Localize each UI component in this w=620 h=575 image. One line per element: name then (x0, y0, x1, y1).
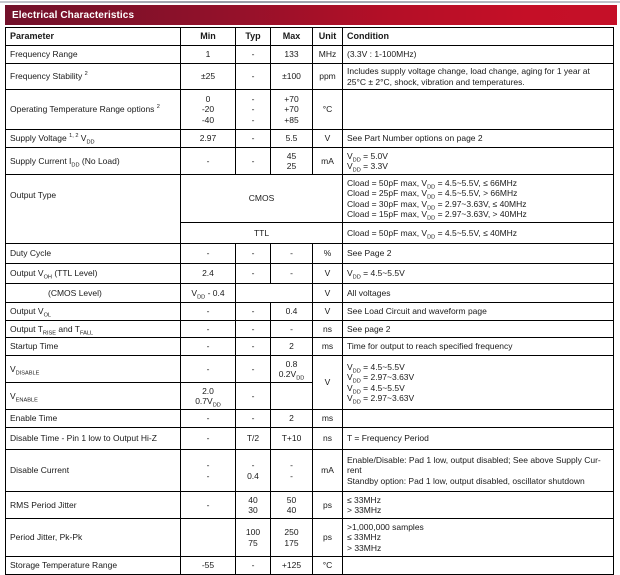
typ-cell: - (236, 338, 271, 356)
table-row (6, 264, 614, 284)
unit-cell: V (313, 264, 343, 284)
max-cell: 2 (271, 338, 313, 356)
min-cell: -55 (181, 557, 236, 575)
table-row (6, 356, 614, 383)
param-cell: Storage Temperature Range (6, 557, 181, 575)
min-cell: - (181, 410, 236, 428)
col-header-unit: Unit (313, 28, 343, 46)
unit-cell: % (313, 244, 343, 264)
table-row (6, 557, 614, 575)
condition-cell: Enable/Disable: Pad 1 low, output disabled; See above Supply Cur- rent Standby option: Pad 1 low, output disabled, oscillator shutdown (343, 450, 614, 492)
typ-cell: - (236, 244, 271, 264)
max-cell: +125 (271, 557, 313, 575)
title-bar (5, 5, 617, 25)
condition-cell: ≤ 33MHz > 33MHz (343, 492, 614, 519)
unit-cell: V (313, 303, 343, 321)
param-cell: Disable Time - Pin 1 low to Output Hi-Z (6, 428, 181, 450)
condition-cell: See Load Circuit and waveform page (343, 303, 614, 321)
param-cell: Startup Time (6, 338, 181, 356)
param-cell: Period Jitter, Pk-Pk (6, 519, 181, 557)
table-row (6, 175, 614, 223)
output-type-value-cell: CMOS (181, 175, 343, 223)
typ-cell: - (236, 64, 271, 90)
col-header-condition: Condition (343, 28, 614, 46)
min-cell: 0 -20 -40 (181, 90, 236, 130)
condition-cell: T = Frequency Period (343, 428, 614, 450)
unit-cell: ppm (313, 64, 343, 90)
param-cell: Frequency Stability $^2$ (6, 64, 181, 90)
unit-cell: °C (313, 557, 343, 575)
condition-cell: See Part Number options on page 2 (343, 130, 614, 148)
min-cell: - (181, 321, 236, 338)
param-cell: Output Type (6, 175, 181, 244)
typ-cell: - (236, 148, 271, 175)
param-cell: Enable Time (6, 410, 181, 428)
min-cell: $V_{DD} - 0.4$ (181, 284, 236, 303)
table-row (6, 64, 614, 90)
typ-cell: 100 75 (236, 519, 271, 557)
max-cell: 250 175 (271, 519, 313, 557)
condition-cell: All voltages (343, 284, 614, 303)
table-row (6, 450, 614, 492)
table-row (6, 303, 614, 321)
unit-cell: ps (313, 519, 343, 557)
param-cell: $V_{ENABLE}$ (6, 383, 181, 410)
typ-cell: - (236, 410, 271, 428)
condition-cell: (3.3V : 1-100MHz) (343, 46, 614, 64)
max-cell: 50 40 (271, 492, 313, 519)
min-cell: - (181, 244, 236, 264)
max-cell: 0.4 (271, 303, 313, 321)
unit-cell: ps (313, 492, 343, 519)
table-row (6, 90, 614, 130)
min-cell: 2.0 $0.7V_{DD}$ (181, 383, 236, 410)
unit-cell: ms (313, 410, 343, 428)
table-row (6, 410, 614, 428)
min-cell: - (181, 338, 236, 356)
min-cell: 2.4 (181, 264, 236, 284)
table-row (6, 428, 614, 450)
typ-cell: T/2 (236, 428, 271, 450)
min-cell: - (181, 492, 236, 519)
min-cell: 1 (181, 46, 236, 64)
typ-cell: 40 30 (236, 492, 271, 519)
condition-cell (343, 90, 614, 130)
typ-cell: - (236, 303, 271, 321)
param-cell: Output $V_{OL}$ (6, 303, 181, 321)
condition-cell: $V_{DD}$ = 4.5~5.5V $V_{DD}$ = 2.97~3.63V $V_{DD}$ = 4.5~5.5V $V_{DD}$ = 2.97~3.63V (343, 356, 614, 410)
table-row (6, 130, 614, 148)
min-cell: - - (181, 450, 236, 492)
param-cell: Supply Current $I_{DD}$ (No Load) (6, 148, 181, 175)
typ-cell: - (236, 46, 271, 64)
condition-cell: Cload = 50pF max, $V_{DD}$ = 4.5~5.5V, ≤ 66MHz Cload = 25pF max, $V_{DD}$ = 4.5~5.5V, > 66MHz Cload = 30pF max, $V_{DD}$ = 2.97~3.63V, ≤ 40MHz Cload = 15pF max, $V_{DD}$ = 2.97~3.63V, > 40MHz (343, 175, 614, 223)
max-cell: - (271, 321, 313, 338)
param-cell: Operating Temperature Range options $^2$ (6, 90, 181, 130)
min-cell: 2.97 (181, 130, 236, 148)
min-cell: - (181, 356, 236, 383)
unit-cell: V (313, 130, 343, 148)
max-cell: 133 (271, 46, 313, 64)
unit-cell: ns (313, 321, 343, 338)
param-cell: Frequency Range (6, 46, 181, 64)
max-cell: - (271, 244, 313, 264)
output-type-value-cell: TTL (181, 223, 343, 244)
condition-cell: See Page 2 (343, 244, 614, 264)
unit-cell: V (313, 356, 343, 410)
min-cell: - (181, 148, 236, 175)
max-cell: 0.8 $0.2V_{DD}$ (271, 356, 313, 383)
min-cell (181, 519, 236, 557)
col-header-typ: Typ (236, 28, 271, 46)
condition-cell: $V_{DD} = 5.0V$ $V_{DD} = 3.3V$ (343, 148, 614, 175)
min-cell: - (181, 428, 236, 450)
condition-cell: Time for output to reach specified frequency (343, 338, 614, 356)
typ-cell: - - - (236, 90, 271, 130)
typ-cell: - (236, 264, 271, 284)
max-cell: +70 +70 +85 (271, 90, 313, 130)
col-header-min: Min (181, 28, 236, 46)
param-cell: Output $V_{OH}$ (TTL Level) (6, 264, 181, 284)
unit-cell: ms (313, 338, 343, 356)
condition-cell: Includes supply voltage change, load change, aging for 1 year at 25°C ± 2°C, shock, vibration and temperatures. (343, 64, 614, 90)
table-row (6, 338, 614, 356)
typ-max-empty-cell (236, 284, 313, 303)
typ-cell: - (236, 557, 271, 575)
param-cell: Supply Voltage $^{1, 2}$ $V_{DD}$ (6, 130, 181, 148)
max-cell: 2 (271, 410, 313, 428)
unit-cell: mA (313, 450, 343, 492)
table-row (6, 492, 614, 519)
col-header-max: Max (271, 28, 313, 46)
max-cell: - (271, 264, 313, 284)
min-cell: ±25 (181, 64, 236, 90)
page-title: Electrical Characteristics (12, 9, 135, 21)
condition-cell (343, 557, 614, 575)
table-row (6, 519, 614, 557)
col-header-parameter: Parameter (6, 28, 181, 46)
condition-cell: Cload = 50pF max, $V_{DD}$ = 4.5~5.5V, ≤ 40MHz (343, 223, 614, 244)
unit-cell: V (313, 284, 343, 303)
max-cell: - - (271, 450, 313, 492)
unit-cell: °C (313, 90, 343, 130)
max-cell: ±100 (271, 64, 313, 90)
table-row (6, 321, 614, 338)
param-cell: Duty Cycle (6, 244, 181, 264)
typ-cell: - (236, 321, 271, 338)
table-row (6, 148, 614, 175)
unit-cell: ns (313, 428, 343, 450)
typ-cell: - (236, 383, 271, 410)
condition-cell: $V_{DD}$ = 4.5~5.5V (343, 264, 614, 284)
param-cell: RMS Period Jitter (6, 492, 181, 519)
param-cell: $V_{DISABLE}$ (6, 356, 181, 383)
table-row (6, 46, 614, 64)
table-row (6, 244, 614, 264)
electrical-characteristics-table (5, 27, 614, 575)
typ-cell: - 0.4 (236, 450, 271, 492)
condition-cell (343, 410, 614, 428)
typ-cell: - (236, 130, 271, 148)
condition-cell: >1,000,000 samples ≤ 33MHz > 33MHz (343, 519, 614, 557)
condition-cell: See page 2 (343, 321, 614, 338)
max-cell: 45 25 (271, 148, 313, 175)
min-cell: - (181, 303, 236, 321)
page-top-divider (0, 1, 620, 3)
unit-cell: MHz (313, 46, 343, 64)
param-cell: Output $T_{RISE}$ and $T_{FALL}$ (6, 321, 181, 338)
typ-cell: - (236, 356, 271, 383)
table-header-row (6, 28, 614, 46)
param-cell: Disable Current (6, 450, 181, 492)
unit-cell: mA (313, 148, 343, 175)
max-cell (271, 383, 313, 410)
table-row (6, 284, 614, 303)
max-cell: T+10 (271, 428, 313, 450)
param-cell: (CMOS Level) (6, 284, 181, 303)
max-cell: 5.5 (271, 130, 313, 148)
